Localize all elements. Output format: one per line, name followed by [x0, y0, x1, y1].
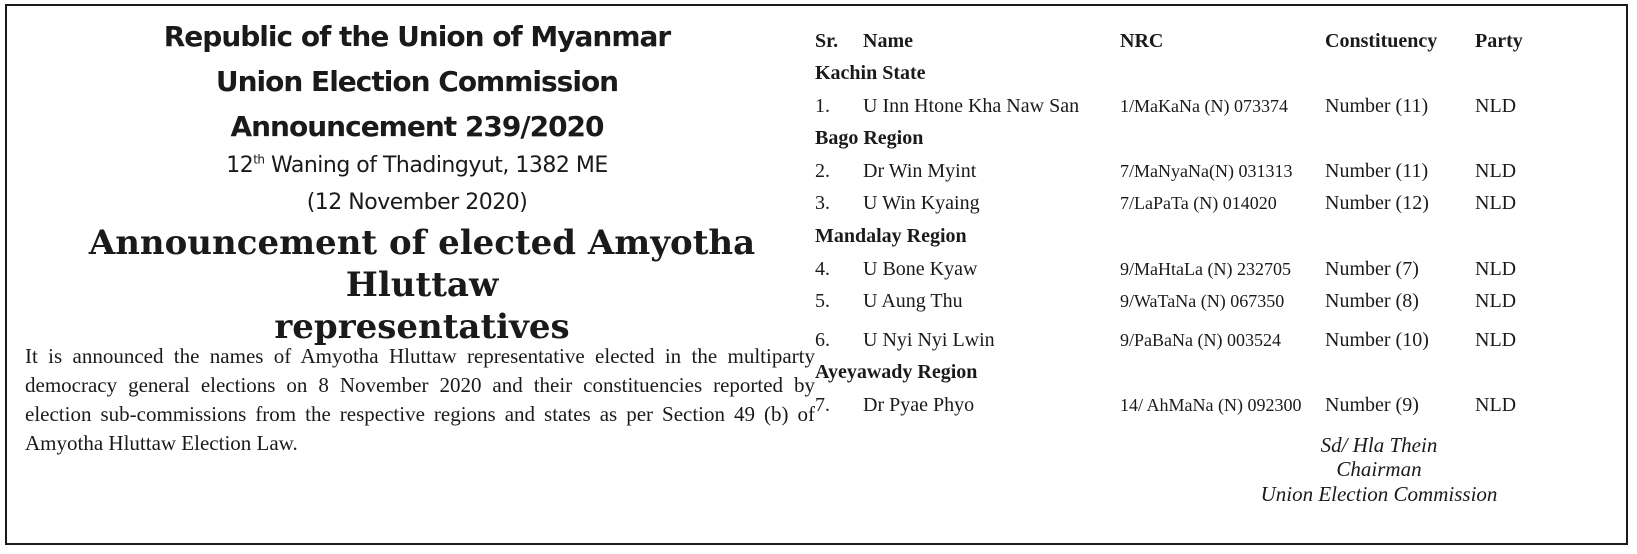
section-bago-region: Bago Region: [815, 127, 924, 149]
country-heading: Republic of the Union of Myanmar: [163, 20, 671, 53]
row-6-sr: 6.: [815, 329, 830, 351]
row-3-constituency: Number (12): [1325, 192, 1429, 214]
representatives-table: [7, 6, 1626, 543]
row-3-party: NLD: [1475, 192, 1517, 214]
lunar-date-suffix: th: [253, 152, 265, 167]
section-kachin-state: Kachin State: [815, 62, 926, 84]
row-4-nrc: 9/MaHtaLa (N) 232705: [1120, 259, 1291, 279]
row-3-nrc: 7/LaPaTa (N) 014020: [1120, 193, 1277, 213]
header-sr: Sr.: [815, 30, 839, 52]
row-2-party: NLD: [1475, 160, 1517, 182]
row-2-name: Dr Win Myint: [863, 160, 977, 182]
row-7-constituency: Number (9): [1325, 394, 1419, 416]
signature-title: Chairman: [1336, 457, 1422, 481]
row-6-nrc: 9/PaBaNa (N) 003524: [1120, 330, 1281, 350]
row-6-party: NLD: [1475, 329, 1517, 351]
header-constituency: Constituency: [1325, 30, 1438, 52]
row-4-party: NLD: [1475, 258, 1517, 280]
commission-heading: Union Election Commission: [215, 65, 619, 98]
row-3-name: U Win Kyaing: [863, 192, 980, 214]
row-4-name: U Bone Kyaw: [863, 258, 978, 280]
row-2-constituency: Number (11): [1325, 160, 1429, 182]
row-5-constituency: Number (8): [1325, 290, 1419, 312]
row-3-sr: 3.: [815, 192, 830, 214]
header-nrc: NRC: [1120, 30, 1164, 52]
row-2-sr: 2.: [815, 160, 830, 182]
row-6-constituency: Number (10): [1325, 329, 1429, 351]
row-7-name: Dr Pyae Phyo: [863, 394, 975, 416]
row-2-nrc: 7/MaNyaNa(N) 031313: [1120, 161, 1293, 181]
row-5-sr: 5.: [815, 290, 830, 312]
row-6-name: U Nyi Nyi Lwin: [863, 329, 995, 351]
announcement-paragraph: It is announced the names of Amyotha Hluttaw representative elected in the multiparty democracy general elections on 8 November 2020 and their constituencies reported by election sub-commissions from the respective regions and states as per Section 49 (b) of Amyotha Hluttaw Election Law.: [25, 344, 815, 455]
row-5-nrc: 9/WaTaNa (N) 067350: [1120, 291, 1285, 311]
row-5-name: U Aung Thu: [863, 290, 963, 312]
row-7-nrc: 14/ AhMaNa (N) 092300: [1120, 395, 1302, 415]
row-4-sr: 4.: [815, 258, 830, 280]
row-1-constituency: Number (11): [1325, 95, 1429, 117]
section-mandalay-region: Mandalay Region: [815, 225, 967, 247]
lunar-date-rest: Waning of Thadingyut, 1382 ME: [264, 153, 608, 178]
row-1-sr: 1.: [815, 95, 830, 117]
header-name: Name: [863, 30, 913, 52]
section-ayeyawady-region: Ayeyawady Region: [815, 361, 978, 383]
header-party: Party: [1475, 30, 1523, 52]
title-line-2: representatives: [274, 307, 570, 347]
signature-organization: Union Election Commission: [1260, 482, 1498, 506]
row-7-sr: 7.: [815, 394, 830, 416]
announcement-number: Announcement 239/2020: [230, 110, 604, 143]
row-5-party: NLD: [1475, 290, 1517, 312]
row-1-nrc: 1/MaKaNa (N) 073374: [1120, 96, 1288, 116]
signature-name: Sd/ Hla Thein: [1320, 433, 1438, 457]
row-4-constituency: Number (7): [1325, 258, 1419, 280]
title-line-1: Announcement of elected Amyotha Hluttaw: [88, 223, 756, 305]
row-1-party: NLD: [1475, 95, 1517, 117]
row-1-name: U Inn Htone Kha Naw San: [863, 95, 1080, 117]
row-7-party: NLD: [1475, 394, 1517, 416]
gregorian-date: (12 November 2020): [306, 190, 528, 215]
lunar-date-day: 12: [226, 153, 254, 178]
announcement-frame: [5, 4, 1628, 545]
